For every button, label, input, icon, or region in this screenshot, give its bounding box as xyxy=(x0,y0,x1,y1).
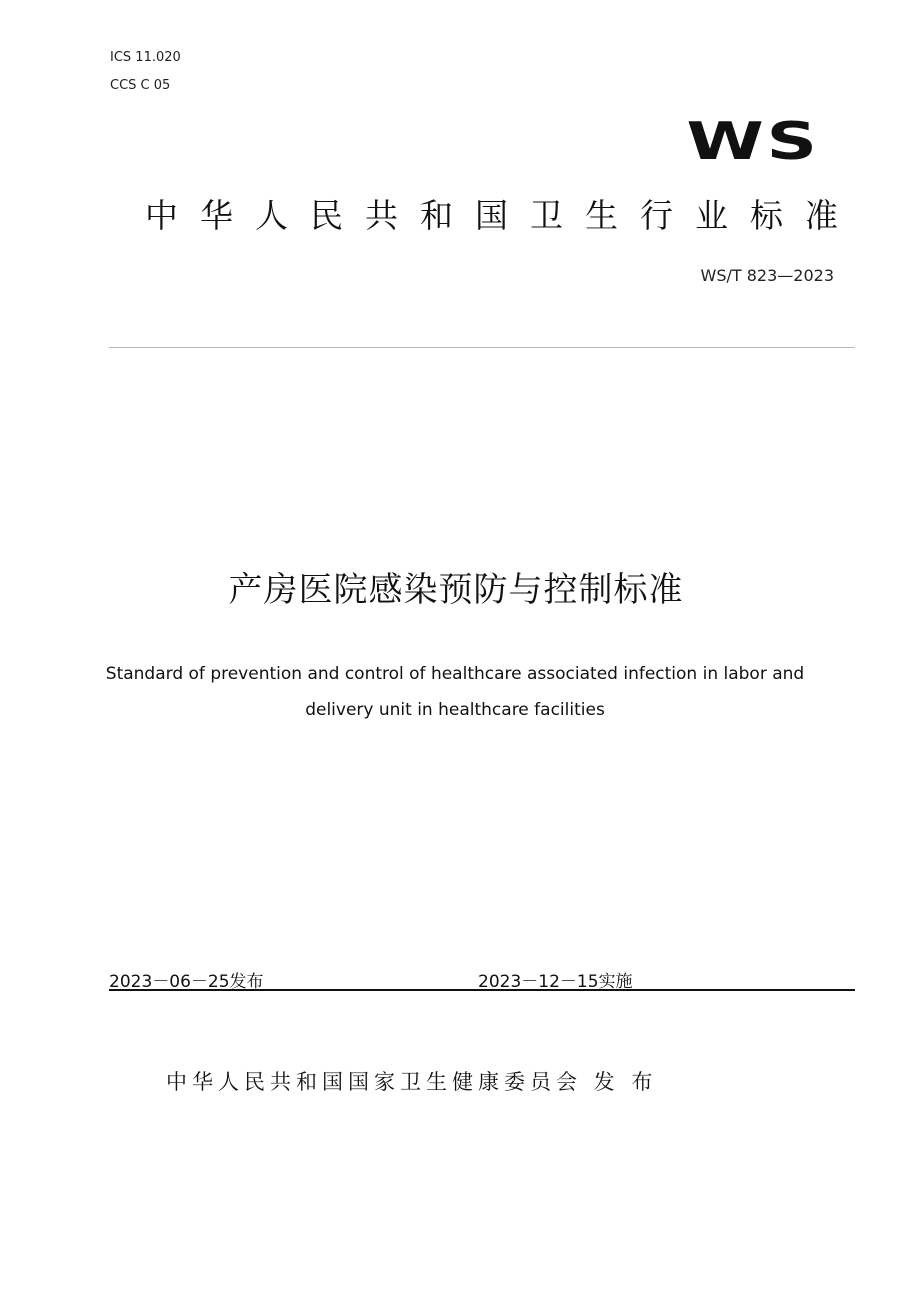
ws-logo: WS xyxy=(686,112,820,172)
title-english: Standard of prevention and control of healthcare associated infection in labor and delivery unit in healthcare facilities xyxy=(105,664,805,720)
title-chinese: 产房医院感染预防与控制标准 xyxy=(228,570,684,610)
header-divider xyxy=(109,347,855,348)
standard-category: 中华人民共和国卫生行业标准 xyxy=(145,196,860,235)
date-row xyxy=(109,967,855,991)
standard-number: WS/T 823—2023 xyxy=(700,266,834,285)
ics-code: ICS 11.020 xyxy=(110,50,181,65)
implementation-date: 2023－12－15实施 xyxy=(478,972,633,992)
issue-date: 2023－06－25发布 xyxy=(109,972,264,992)
ccs-code: CCS C 05 xyxy=(110,78,171,93)
issuing-authority: 中华人民共和国国家卫生健康委员会 发 布 xyxy=(166,1070,658,1094)
